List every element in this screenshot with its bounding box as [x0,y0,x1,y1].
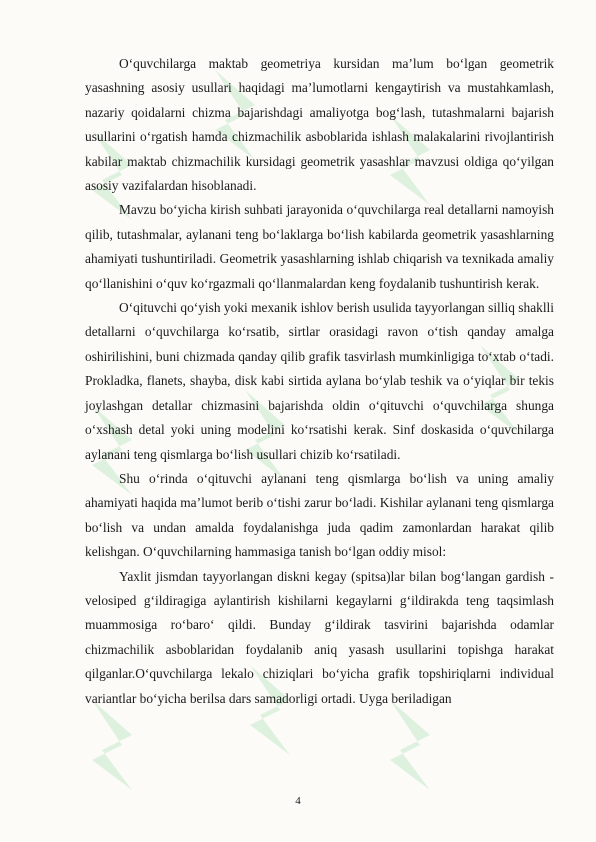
paragraph: O‘qituvchi qo‘yish yoki mexanik ishlov berish usulida tayyorlangan silliq shaklli detallarni o‘quvchilarga ko‘rsatib, sirtlar orasidagi ravon o‘tish qanday amalga oshirilishini, buni chizmada qanday qilib grafik tasvirlash mumkinligiga to‘xtab o‘tadi. Prokladka, flanets, shayba, disk kabi sirtida aylana bo‘ylab teshik va o‘yiqlar bir tekis joylashgan detallar chizmasini bajarishda oldin o‘qituvchi o‘quvchilarga shunga o‘xshash detal yoki uning modelini ko‘rsatishi kerak. Sinf doskasida o‘quvchilarga aylanani teng qismlarga bo‘lish usullari chizib ko‘rsatiladi. [85,300,554,462]
page-number: 4 [295,795,301,807]
paragraph: Yaxlit jismdan tayyorlangan diskni kegay (spitsa)lar bilan bog‘langan gardish - velosiped g‘ildiragiga aylantirish kishilarni kegaylarni g‘ildirakda teng taqsimlash muammosiga ro‘baro‘ qildi. Bunday g‘ildirak tasvirini bajarishda odamlar chizmachilik asboblaridan foydalanib aniq yasash usullarini topishga harakat qilganlar.O‘quvchilarga lekalo chiziqlari bo‘yicha grafik topshiriqlarni individual variantlar bo‘yicha berilsa dars samadorligi ortadi. Uyga beriladigan [85,568,554,706]
paragraph: Mavzu bo‘yicha kirish suhbati jarayonida o‘quvchilarga real detallarni namoyish qilib, tutashmalar, aylanani teng bo‘laklarga bo‘lish kabilarda geometrik yasashlarning ahamiyati tushuntiriladi. Geometrik yasashlarning ishlab chiqarish va texnikada amaliy qo‘llanishini o‘quv ko‘rgazmali qo‘llanmalardan keng foydalanib tushuntirish kerak. [85,202,554,291]
paragraph: O‘quvchilarga maktab geometriya kursidan ma’lum bo‘lgan geometrik yasashning asosiy usullari haqidagi ma’lumotlarni kengaytirish va mustahkamlash, nazariy qoidalarni chizma bajarishdagi amaliyotga bog‘lash, tutashmalarni bajarish usullarini o‘rgatish hamda chizmachilik asboblarida ishlash malakalarini rivojlantirish kabilar maktab chizmachilik kursidagi geometrik yasashlar mavzusi oldiga qo‘yilgan asosiy vazifalardan hisoblanadi. [85,56,554,194]
body-text [85,52,554,711]
paragraph: Shu o‘rinda o‘qituvchi aylanani teng qismlarga bo‘lish va uning amaliy ahamiyati haqida ma’lumot berib o‘tishi zarur bo‘ladi. Kishilar aylanani teng qismlarga bo‘lish va undan amalda foydalanishga juda qadim zamonlardan harakat qilib kelishgan. O‘quvchilarning hammasiga tanish bo‘lgan oddiy misol: [85,470,554,560]
